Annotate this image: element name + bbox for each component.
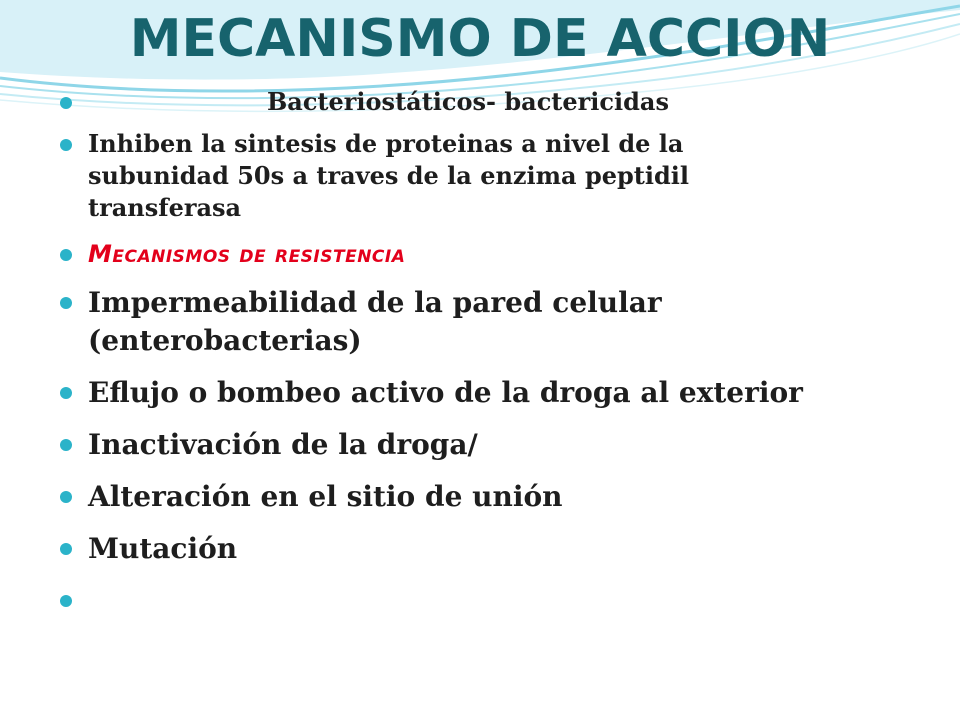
bullet-text: Alteración en el sitio de unión	[88, 480, 563, 513]
bullet-text: Inhiben la sintesis de proteinas a nivel de la subunidad 50s a traves de la enzima peptidil transferasa	[88, 129, 690, 222]
bullet-item	[58, 478, 928, 516]
bullet-text: Mecanismos de resistencia	[88, 240, 406, 268]
bullet-text: Bacteriostáticos- bactericidas	[266, 87, 669, 116]
bullet-item	[58, 426, 928, 464]
bullet-item	[58, 374, 928, 412]
bullet-dot-icon	[60, 595, 72, 607]
bullet-list	[58, 80, 928, 620]
bullet-dot-icon	[60, 387, 72, 399]
bullet-dot-icon	[60, 297, 72, 309]
bullet-dot-icon	[60, 439, 72, 451]
bullet-dot-icon	[60, 491, 72, 503]
bullet-item	[58, 128, 928, 224]
bullet-text: Eflujo o bombeo activo de la droga al exterior	[88, 376, 803, 409]
bullet-text: Impermeabilidad de la pared celular (enterobacterias)	[88, 286, 662, 357]
bullet-item	[58, 284, 928, 360]
bullet-item	[58, 86, 928, 118]
bullet-item-highlight	[58, 238, 928, 270]
bullet-text	[88, 584, 98, 617]
bullet-dot-icon	[60, 249, 72, 261]
bullet-dot-icon	[60, 97, 72, 109]
bullet-item-empty	[58, 582, 928, 620]
bullet-dot-icon	[60, 543, 72, 555]
slide-title: MECANISMO DE ACCION	[129, 9, 831, 69]
bullet-dot-icon	[60, 139, 72, 151]
bullet-item	[58, 530, 928, 568]
bullet-text: Mutación	[88, 532, 238, 565]
bullet-text: Inactivación de la droga/	[88, 428, 478, 461]
